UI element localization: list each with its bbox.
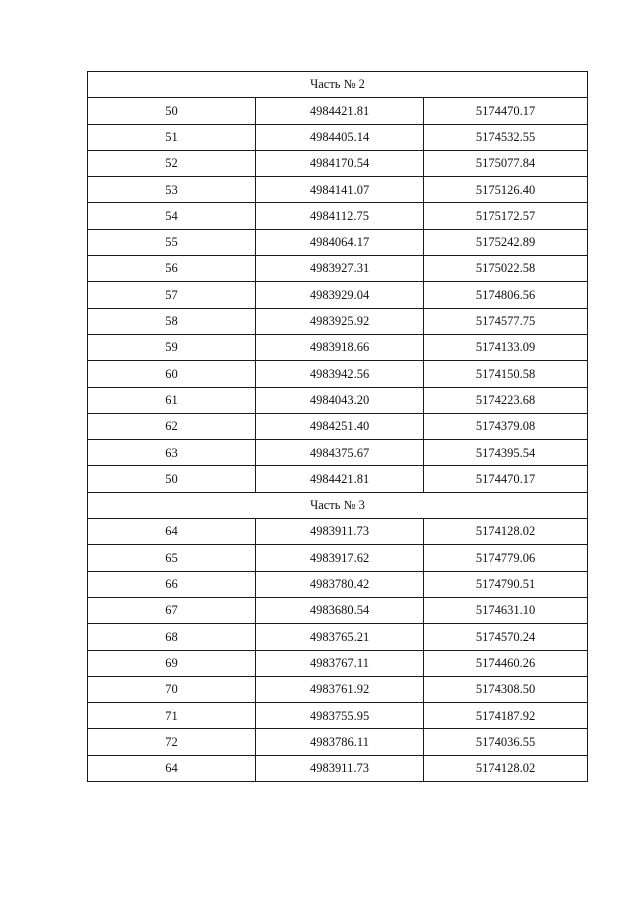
part-header-row bbox=[88, 72, 588, 98]
point-number-cell: 57 bbox=[88, 282, 256, 308]
y-coordinate-cell: 5174150.58 bbox=[424, 361, 588, 387]
x-coordinate-cell: 4983767.11 bbox=[256, 650, 424, 676]
point-number-cell: 71 bbox=[88, 703, 256, 729]
x-coordinate-cell: 4983917.62 bbox=[256, 545, 424, 571]
table-row bbox=[88, 729, 588, 755]
coordinates-table-body bbox=[88, 72, 588, 782]
y-coordinate-cell: 5174460.26 bbox=[424, 650, 588, 676]
y-coordinate-cell: 5174577.75 bbox=[424, 308, 588, 334]
point-number-cell: 72 bbox=[88, 729, 256, 755]
table-row bbox=[88, 676, 588, 702]
table-row bbox=[88, 98, 588, 124]
table-row bbox=[88, 334, 588, 360]
table-row bbox=[88, 440, 588, 466]
point-number-cell: 50 bbox=[88, 98, 256, 124]
x-coordinate-cell: 4984043.20 bbox=[256, 387, 424, 413]
point-number-cell: 65 bbox=[88, 545, 256, 571]
table-row bbox=[88, 308, 588, 334]
x-coordinate-cell: 4983786.11 bbox=[256, 729, 424, 755]
point-number-cell: 70 bbox=[88, 676, 256, 702]
y-coordinate-cell: 5174379.08 bbox=[424, 413, 588, 439]
part-title: Часть № 2 bbox=[88, 72, 588, 98]
y-coordinate-cell: 5174128.02 bbox=[424, 755, 588, 781]
point-number-cell: 66 bbox=[88, 571, 256, 597]
part-header-row bbox=[88, 492, 588, 518]
x-coordinate-cell: 4983765.21 bbox=[256, 624, 424, 650]
x-coordinate-cell: 4983925.92 bbox=[256, 308, 424, 334]
point-number-cell: 53 bbox=[88, 177, 256, 203]
point-number-cell: 69 bbox=[88, 650, 256, 676]
x-coordinate-cell: 4984375.67 bbox=[256, 440, 424, 466]
point-number-cell: 54 bbox=[88, 203, 256, 229]
table-row bbox=[88, 466, 588, 492]
x-coordinate-cell: 4983755.95 bbox=[256, 703, 424, 729]
point-number-cell: 52 bbox=[88, 150, 256, 176]
x-coordinate-cell: 4984141.07 bbox=[256, 177, 424, 203]
x-coordinate-cell: 4984170.54 bbox=[256, 150, 424, 176]
point-number-cell: 61 bbox=[88, 387, 256, 413]
table-row bbox=[88, 519, 588, 545]
point-number-cell: 68 bbox=[88, 624, 256, 650]
table-row bbox=[88, 703, 588, 729]
table-row bbox=[88, 545, 588, 571]
y-coordinate-cell: 5174395.54 bbox=[424, 440, 588, 466]
x-coordinate-cell: 4984112.75 bbox=[256, 203, 424, 229]
y-coordinate-cell: 5175172.57 bbox=[424, 203, 588, 229]
point-number-cell: 63 bbox=[88, 440, 256, 466]
table-row bbox=[88, 571, 588, 597]
table-row bbox=[88, 203, 588, 229]
table-row bbox=[88, 650, 588, 676]
table-row bbox=[88, 256, 588, 282]
x-coordinate-cell: 4984405.14 bbox=[256, 124, 424, 150]
x-coordinate-cell: 4983911.73 bbox=[256, 755, 424, 781]
y-coordinate-cell: 5174133.09 bbox=[424, 334, 588, 360]
point-number-cell: 64 bbox=[88, 519, 256, 545]
x-coordinate-cell: 4984251.40 bbox=[256, 413, 424, 439]
x-coordinate-cell: 4983680.54 bbox=[256, 597, 424, 623]
point-number-cell: 50 bbox=[88, 466, 256, 492]
x-coordinate-cell: 4983911.73 bbox=[256, 519, 424, 545]
table-row bbox=[88, 624, 588, 650]
table-row bbox=[88, 597, 588, 623]
y-coordinate-cell: 5174223.68 bbox=[424, 387, 588, 413]
y-coordinate-cell: 5175126.40 bbox=[424, 177, 588, 203]
y-coordinate-cell: 5174790.51 bbox=[424, 571, 588, 597]
y-coordinate-cell: 5174532.55 bbox=[424, 124, 588, 150]
y-coordinate-cell: 5174470.17 bbox=[424, 466, 588, 492]
x-coordinate-cell: 4984421.81 bbox=[256, 466, 424, 492]
point-number-cell: 64 bbox=[88, 755, 256, 781]
point-number-cell: 56 bbox=[88, 256, 256, 282]
point-number-cell: 51 bbox=[88, 124, 256, 150]
y-coordinate-cell: 5175077.84 bbox=[424, 150, 588, 176]
x-coordinate-cell: 4983942.56 bbox=[256, 361, 424, 387]
x-coordinate-cell: 4983927.31 bbox=[256, 256, 424, 282]
point-number-cell: 60 bbox=[88, 361, 256, 387]
x-coordinate-cell: 4983780.42 bbox=[256, 571, 424, 597]
y-coordinate-cell: 5174470.17 bbox=[424, 98, 588, 124]
table-row bbox=[88, 282, 588, 308]
x-coordinate-cell: 4983761.92 bbox=[256, 676, 424, 702]
table-row bbox=[88, 755, 588, 781]
point-number-cell: 58 bbox=[88, 308, 256, 334]
x-coordinate-cell: 4984064.17 bbox=[256, 229, 424, 255]
table-row bbox=[88, 361, 588, 387]
point-number-cell: 67 bbox=[88, 597, 256, 623]
y-coordinate-cell: 5175022.58 bbox=[424, 256, 588, 282]
point-number-cell: 62 bbox=[88, 413, 256, 439]
y-coordinate-cell: 5174187.92 bbox=[424, 703, 588, 729]
table-row bbox=[88, 150, 588, 176]
table-row bbox=[88, 413, 588, 439]
x-coordinate-cell: 4984421.81 bbox=[256, 98, 424, 124]
y-coordinate-cell: 5174631.10 bbox=[424, 597, 588, 623]
y-coordinate-cell: 5174036.55 bbox=[424, 729, 588, 755]
part-title: Часть № 3 bbox=[88, 492, 588, 518]
y-coordinate-cell: 5175242.89 bbox=[424, 229, 588, 255]
table-row bbox=[88, 387, 588, 413]
coordinates-table bbox=[87, 71, 588, 782]
x-coordinate-cell: 4983929.04 bbox=[256, 282, 424, 308]
y-coordinate-cell: 5174128.02 bbox=[424, 519, 588, 545]
table-row bbox=[88, 124, 588, 150]
y-coordinate-cell: 5174570.24 bbox=[424, 624, 588, 650]
y-coordinate-cell: 5174308.50 bbox=[424, 676, 588, 702]
point-number-cell: 59 bbox=[88, 334, 256, 360]
x-coordinate-cell: 4983918.66 bbox=[256, 334, 424, 360]
y-coordinate-cell: 5174779.06 bbox=[424, 545, 588, 571]
y-coordinate-cell: 5174806.56 bbox=[424, 282, 588, 308]
table-row bbox=[88, 229, 588, 255]
table-row bbox=[88, 177, 588, 203]
point-number-cell: 55 bbox=[88, 229, 256, 255]
